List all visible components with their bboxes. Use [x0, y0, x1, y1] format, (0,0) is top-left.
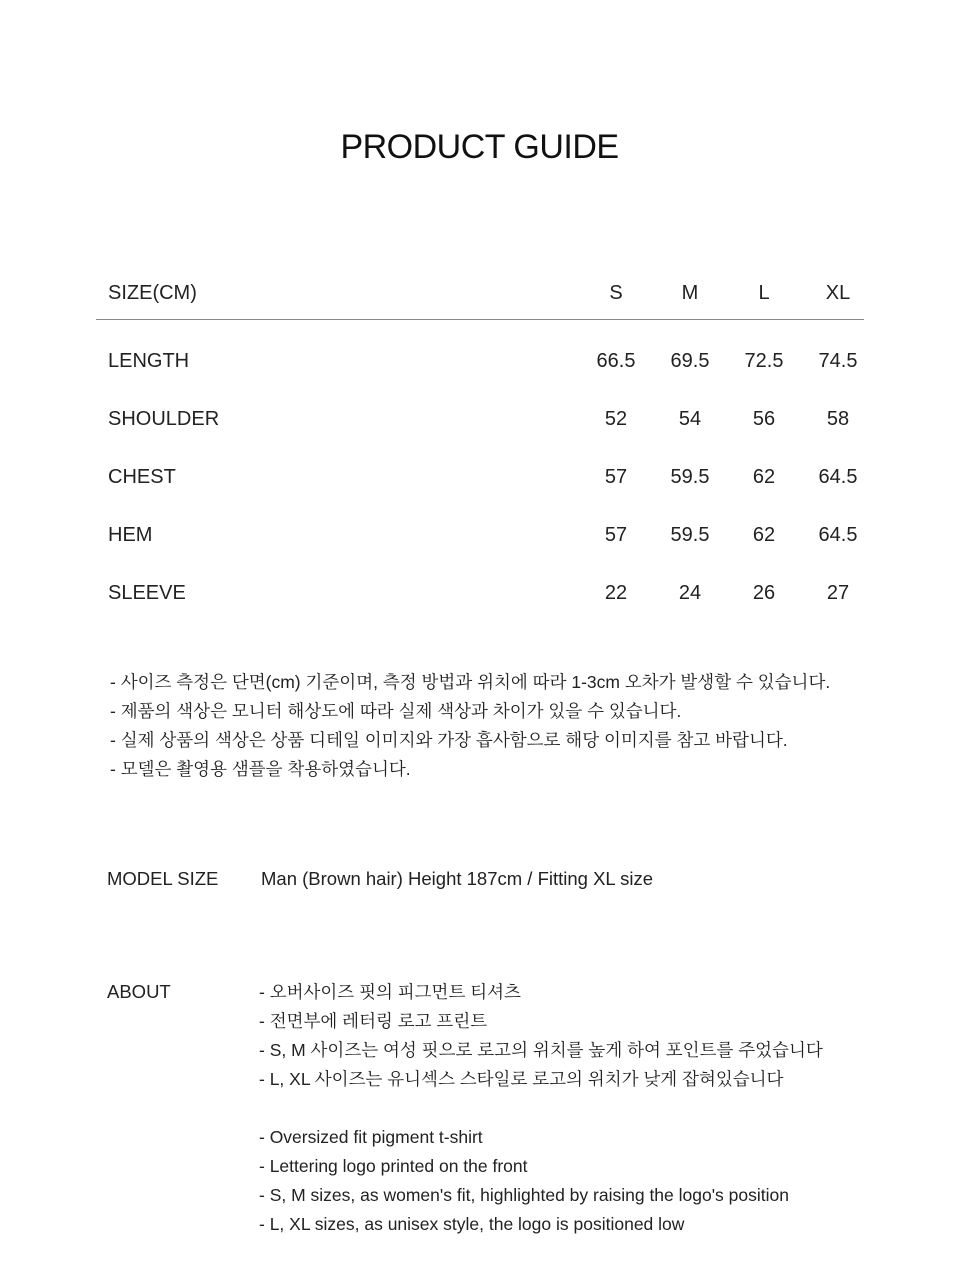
- table-cell: 52: [604, 408, 628, 430]
- table-row: [96, 460, 864, 518]
- row-label-sleeve: SLEEVE: [108, 582, 186, 604]
- table-cell: 57: [604, 524, 628, 546]
- size-table: [96, 276, 864, 634]
- about-line-ko: - 전면부에 레터링 로고 프린트: [259, 1011, 488, 1031]
- table-cell: 27: [826, 582, 850, 604]
- about-line-en: - Oversized fit pigment t-shirt: [259, 1127, 483, 1147]
- table-cell: 24: [678, 582, 702, 604]
- about-label: ABOUT: [107, 981, 171, 1002]
- note-line: - 사이즈 측정은 단면(cm) 기준이며, 측정 방법과 위치에 따라 1-3cm 오차가 발생할 수 있습니다.: [110, 672, 831, 692]
- row-label-chest: CHEST: [108, 466, 176, 488]
- spacer: [259, 1094, 899, 1123]
- model-size-label: MODEL SIZE: [107, 868, 219, 889]
- table-cell: 62: [752, 466, 776, 488]
- note-line: - 모델은 촬영용 샘플을 착용하였습니다.: [110, 759, 411, 779]
- table-cell: 72.5: [744, 350, 784, 372]
- model-size-value: Man (Brown hair) Height 187cm / Fitting XL size: [261, 868, 654, 889]
- note-line: - 실제 상품의 색상은 상품 디테일 이미지와 가장 흡사함으로 해당 이미지를 참고 바랍니다.: [110, 730, 788, 750]
- table-cell: 66.5: [596, 350, 636, 372]
- size-notes: [110, 668, 870, 784]
- page-title: PRODUCT GUIDE: [340, 128, 619, 166]
- table-cell: 59.5: [670, 466, 710, 488]
- table-row: [96, 344, 864, 402]
- size-table-header: [96, 276, 864, 320]
- table-row: [96, 518, 864, 576]
- table-cell: 58: [826, 408, 850, 430]
- table-cell: 56: [752, 408, 776, 430]
- row-label-hem: HEM: [108, 524, 153, 546]
- about-line-en: - S, M sizes, as women's fit, highlighted by raising the logo's position: [259, 1185, 789, 1205]
- table-cell: 54: [678, 408, 702, 430]
- size-header-s: S: [609, 282, 623, 304]
- table-cell: 59.5: [670, 524, 710, 546]
- size-header-label: SIZE(CM): [108, 282, 197, 304]
- about-line-en: - Lettering logo printed on the front: [259, 1156, 528, 1176]
- size-header-l: L: [758, 282, 770, 304]
- about-line-ko: - 오버사이즈 핏의 피그먼트 티셔츠: [259, 982, 521, 1002]
- table-cell: 62: [752, 524, 776, 546]
- about-line-ko: - L, XL 사이즈는 유니섹스 스타일로 로고의 위치가 낮게 잡혀있습니다: [259, 1069, 784, 1089]
- size-header-m: M: [681, 282, 699, 304]
- table-row: [96, 402, 864, 460]
- note-line: - 제품의 색상은 모니터 해상도에 따라 실제 색상과 차이가 있을 수 있습니다.: [110, 701, 682, 721]
- row-label-shoulder: SHOULDER: [108, 408, 220, 430]
- about-line-en: - L, XL sizes, as unisex style, the logo is positioned low: [259, 1214, 685, 1234]
- row-label-length: LENGTH: [108, 350, 190, 372]
- table-cell: 26: [752, 582, 776, 604]
- table-cell: 22: [604, 582, 628, 604]
- table-cell: 64.5: [818, 524, 858, 546]
- about-line-ko: - S, M 사이즈는 여성 핏으로 로고의 위치를 높게 하여 포인트를 주었습니다: [259, 1040, 823, 1060]
- about-block: [259, 978, 899, 1239]
- table-cell: 69.5: [670, 350, 710, 372]
- table-row: [96, 576, 864, 634]
- table-cell: 57: [604, 466, 628, 488]
- table-cell: 64.5: [818, 466, 858, 488]
- table-cell: 74.5: [818, 350, 858, 372]
- size-header-xl: XL: [825, 282, 851, 304]
